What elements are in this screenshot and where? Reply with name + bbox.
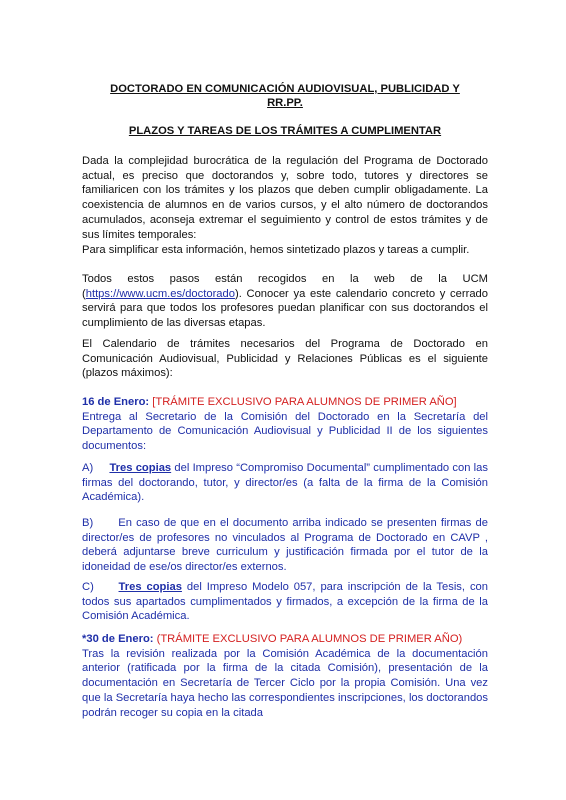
deadline-2-tag: (TRÁMITE EXCLUSIVO PARA ALUMNOS DE PRIMER AÑO) [156,633,463,645]
deadline-1-item-a [82,461,488,505]
deadline-1-text: Entrega al Secretario de la Comisión del Doctorado en la Secretaría del Departamento de Comunicación Audiovisual y Publicidad II de los siguientes documentos: [82,410,488,453]
deadline-1-item-c [82,580,488,624]
item-b-text: En caso de que en el documento arriba indicado se presenten firmas de director/es de profesores no vinculados al Programa de Doctorado en CAVP , deberá adjuntarse breve curriculum y justificación firmada por el tutor de la idoneidad de ese/os director/es externos. [82,517,488,574]
deadline-1-tag: [TRÁMITE EXCLUSIVO PARA ALUMNOS DE PRIMER AÑO] [152,396,457,408]
item-a-strong: Tres copias [109,462,172,474]
item-b-letter: B) [82,517,94,529]
intro-paragraph-1: Dada la complejidad burocrática de la regulación del Programa de Doctorado actual, es preciso que doctorandos y, sobre todo, tutores y directores se familiaricen con los trámites y los plazos que deben cumplir obligadamente. La coexistencia de alumnos en de varios cursos, y el alto número de doctorandos acumulados, aconseja extremar el seguimiento y control de estos trámites y de sus límites temporales: [82,155,488,241]
deadline-1-date: 16 de Enero: [82,396,150,408]
deadline-1-block [82,395,488,454]
intro-paragraph-4: El Calendario de trámites necesarios del Programa de Doctorado en Comunicación Audiovisual, Publicidad y Relaciones Públicas es el siguiente (plazos máximos): [82,338,488,380]
deadline-2-date: *30 de Enero: [82,633,154,645]
intro-paragraph-2: Para simplificar esta información, hemos sintetizado plazos y tareas a cumplir. [82,244,470,256]
title-line-1: DOCTORADO EN COMUNICACIÓN AUDIOVISUAL, PUBLICIDAD Y [110,83,460,95]
item-a-letter: A) [82,462,94,474]
deadline-2-text: Tras la revisión realizada por la Comisión Académica de la documentación anterior (ratificada por la firma de la citada Comisión), presentación de la documentación en Secretaría de Tercer Ciclo por la propia Comisión. Una vez que la Secretaría haya hecho las correspondientes inscripciones, los doctorandos podrán recoger su copia en la citada [82,647,488,719]
item-c-letter: C) [82,581,94,593]
document-subtitle: PLAZOS Y TAREAS DE LOS TRÁMITES A CUMPLIMENTAR [128,125,442,137]
deadline-2-block [82,632,488,720]
intro-paragraph-3 [82,272,488,331]
intro-p3-after: ). Conocer ya este calendario concreto y cerrado servirá para que todos los profesores puedan planificar con sus doctorandos el cumplimiento de las diversas etapas. [82,287,488,330]
doctorado-link[interactable]: https://www.ucm.es/doctorado [85,287,235,300]
item-a-text: del Impreso “Compromiso Documental” cumplimentado con las firmas del doctorando, tutor, y director/es (a falta de la firma de la Comisión Académica). [82,462,488,504]
item-c-text: del Impreso Modelo 057, para inscripción de la Tesis, con todos sus apartados cumplimentados y firmados, a excepción de la firma de la Comisión Académica. [82,581,488,623]
document-title [82,82,488,110]
intro-p3-before: Todos estos pasos están recogidos en la web de la UCM ( [82,273,488,300]
deadline-1-item-b [82,516,488,575]
title-line-2: RR.PP. [267,97,303,109]
item-c-strong: Tres copias [118,581,182,593]
